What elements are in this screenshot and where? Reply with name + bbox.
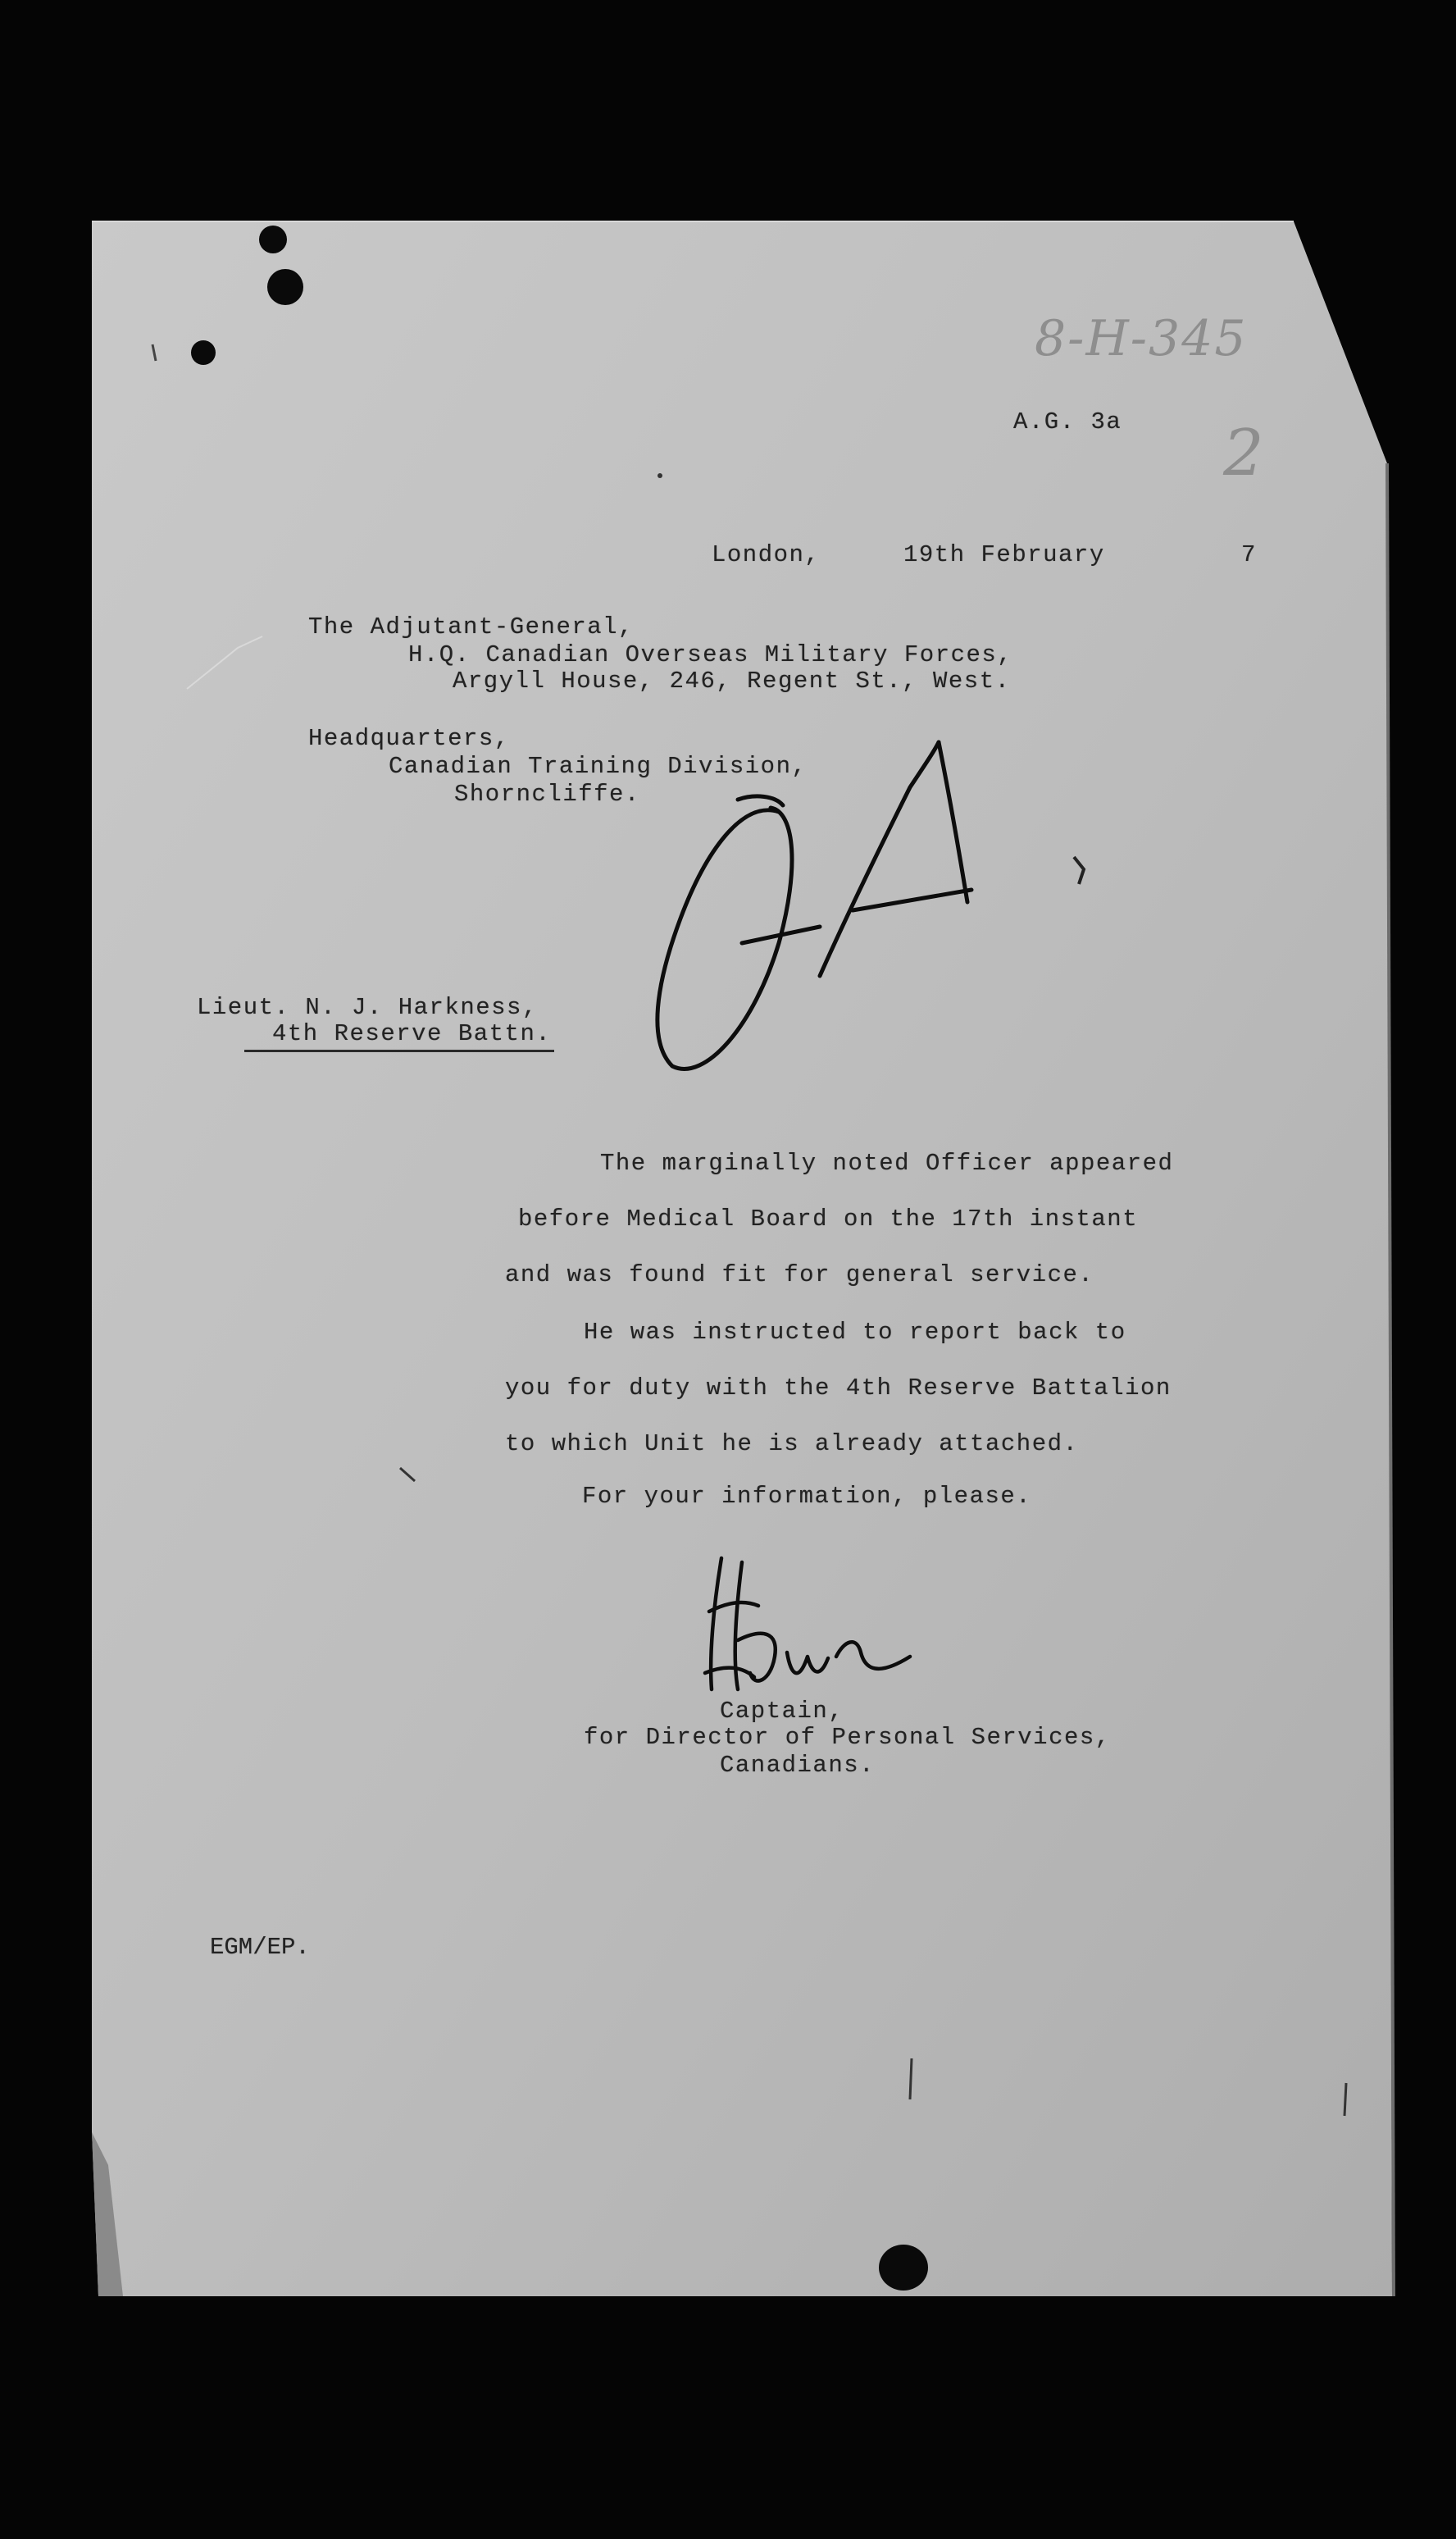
address-line: Headquarters, <box>308 725 510 752</box>
body-line: For your information, please. <box>582 1483 1032 1510</box>
body-line: and was found fit for general service. <box>505 1261 1094 1288</box>
signature-line: for Director of Personal Services, <box>584 1724 1111 1751</box>
address-line: Shorncliffe. <box>454 781 640 808</box>
address-line: Canadian Training Division, <box>389 753 808 780</box>
address-line: Argyll House, 246, Regent St., West. <box>453 668 1011 695</box>
file-mark-number: 2 <box>1223 417 1264 490</box>
signature-title: Captain, <box>720 1698 844 1725</box>
signature-line: Canadians. <box>720 1752 876 1779</box>
typist-initials: EGM/EP. <box>210 1934 310 1961</box>
body-line: to which Unit he is already attached. <box>505 1430 1079 1457</box>
reference-code: A.G. 3a <box>1013 408 1122 435</box>
margin-note-line: 4th Reserve Battn. <box>272 1020 552 1047</box>
body-line: The marginally noted Officer appeared <box>600 1150 1174 1177</box>
handwritten-scrawl <box>657 742 971 1069</box>
body-line: He was instructed to report back to <box>584 1319 1126 1346</box>
file-mark-handwritten: 8-H-345 <box>1035 310 1248 367</box>
place-text: London, <box>712 541 821 568</box>
margin-note-line: Lieut. N. J. Harkness, <box>197 994 538 1021</box>
body-line: before Medical Board on the 17th instant <box>518 1206 1139 1233</box>
address-line: H.Q. Canadian Overseas Military Forces, <box>408 641 1013 668</box>
signature <box>705 1558 910 1689</box>
address-line: The Adjutant-General, <box>308 613 634 640</box>
year-digit: 7 <box>1241 541 1257 568</box>
body-line: you for duty with the 4th Reserve Battalion <box>505 1374 1172 1402</box>
date-text: 19th February <box>903 541 1105 568</box>
